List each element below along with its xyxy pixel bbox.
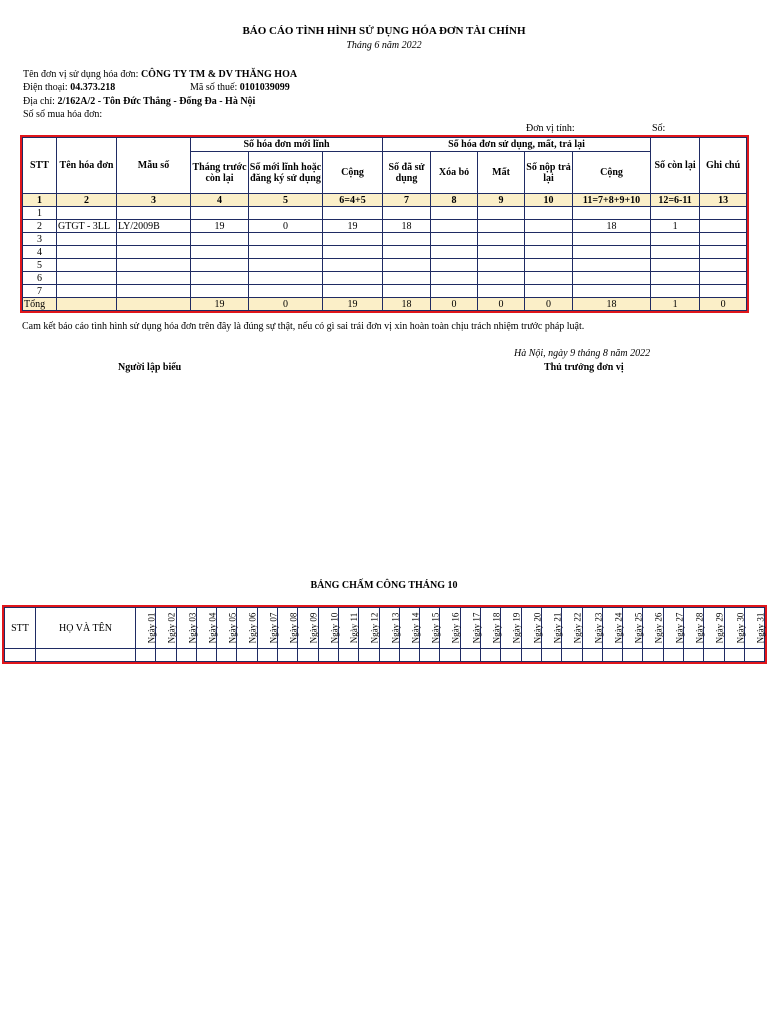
header-invoice-name: Tên hóa đơn	[57, 138, 117, 194]
total-cell: 0	[478, 298, 525, 311]
table-cell	[249, 259, 323, 272]
table-cell	[57, 246, 117, 259]
header-stt: STT	[23, 138, 57, 194]
table-cell	[478, 285, 525, 298]
timesheet-header-day	[602, 608, 622, 649]
company-label: Tên đơn vị sử dụng hóa đơn:	[23, 69, 139, 80]
company-line	[23, 68, 297, 81]
table-cell: 3	[23, 233, 57, 246]
table-cell: 7	[23, 285, 57, 298]
timesheet-header-day	[541, 608, 561, 649]
timesheet-header-day	[156, 608, 176, 649]
timesheet-header-day	[704, 608, 724, 649]
day-label: Ngày 18	[491, 612, 502, 643]
table-cell: 5	[23, 259, 57, 272]
day-label: Ngày 27	[674, 612, 685, 643]
report-subtitle: Tháng 6 năm 2022	[346, 40, 422, 51]
timesheet-header-day	[724, 608, 744, 649]
col-number: 2	[57, 194, 117, 207]
day-label: Ngày 14	[410, 612, 421, 643]
table-cell	[117, 233, 191, 246]
table-cell	[249, 246, 323, 259]
table-row	[23, 246, 747, 259]
col-number: 1	[23, 194, 57, 207]
table-cell	[700, 272, 747, 285]
table-cell	[117, 246, 191, 259]
table-cell	[431, 207, 478, 220]
table-cell	[525, 207, 573, 220]
total-cell: 1	[651, 298, 700, 311]
table-cell	[323, 272, 383, 285]
timesheet-cell[interactable]	[704, 649, 724, 662]
day-label: Ngày 01	[146, 612, 157, 643]
table-cell: 6	[23, 272, 57, 285]
timesheet-header-day	[684, 608, 704, 649]
table-cell	[573, 233, 651, 246]
table-cell	[573, 207, 651, 220]
header-new-issued: Số mới lĩnh hoặc đăng ký sử dụng	[249, 152, 323, 194]
table-cell	[700, 220, 747, 233]
table-cell	[700, 207, 747, 220]
header-sum-1: Cộng	[323, 152, 383, 194]
table-row	[23, 233, 747, 246]
timesheet-header-day	[399, 608, 419, 649]
tax-label: Mã số thuế:	[190, 82, 238, 93]
timesheet-cell[interactable]	[643, 649, 663, 662]
timesheet-header-day	[521, 608, 541, 649]
table-cell	[117, 259, 191, 272]
col-number: 9	[478, 194, 525, 207]
table-cell: 2	[23, 220, 57, 233]
total-cell: 0	[525, 298, 573, 311]
header-lost: Mất	[478, 152, 525, 194]
total-cell	[117, 298, 191, 311]
table-row	[23, 259, 747, 272]
table-cell	[651, 207, 700, 220]
table-cell	[57, 233, 117, 246]
signature-date: Hà Nội, ngày 9 tháng 8 năm 2022	[514, 348, 651, 359]
tax-value: 0101039099	[239, 82, 290, 93]
header-sum-2: Cộng	[573, 152, 651, 194]
table-cell	[525, 246, 573, 259]
total-cell: 0	[431, 298, 478, 311]
table-cell	[323, 246, 383, 259]
number-label: Số:	[652, 123, 666, 134]
col-number: 10	[525, 194, 573, 207]
table-cell	[191, 285, 249, 298]
day-label: Ngày 15	[430, 612, 441, 643]
table-cell: 0	[249, 220, 323, 233]
timesheet-cell[interactable]	[176, 649, 196, 662]
col-number: 8	[431, 194, 478, 207]
timesheet-header-stt: STT	[5, 608, 36, 649]
day-label: Ngày 25	[633, 612, 644, 643]
table-cell	[249, 272, 323, 285]
timesheet-cell[interactable]	[196, 649, 216, 662]
table-cell	[323, 285, 383, 298]
timesheet-header-day	[643, 608, 663, 649]
table-cell	[525, 220, 573, 233]
total-cell: 19	[191, 298, 249, 311]
col-number: 5	[249, 194, 323, 207]
timesheet-header-name: HỌ VÀ TÊN	[36, 608, 136, 649]
day-label: Ngày 10	[329, 612, 340, 643]
timesheet-cell[interactable]	[278, 649, 298, 662]
timesheet-title: BẢNG CHẤM CÔNG THÁNG 10	[310, 580, 458, 591]
day-label: Ngày 04	[207, 612, 218, 643]
table-cell: 1	[651, 220, 700, 233]
timesheet-cell[interactable]	[420, 649, 440, 662]
header-used: Số đã sử dụng	[383, 152, 431, 194]
day-label: Ngày 23	[592, 612, 603, 643]
table-row	[23, 272, 747, 285]
timesheet-header-day	[501, 608, 521, 649]
timesheet-cell[interactable]	[663, 649, 683, 662]
timesheet-header-day	[663, 608, 683, 649]
table-cell	[478, 220, 525, 233]
day-label: Ngày 21	[552, 612, 563, 643]
total-cell: 18	[383, 298, 431, 311]
unit-label: Đơn vị tính:	[526, 123, 575, 134]
timesheet-cell[interactable]	[623, 649, 643, 662]
timesheet-header-day	[217, 608, 237, 649]
table-cell	[431, 259, 478, 272]
day-label: Ngày 31	[755, 612, 766, 643]
timesheet-cell[interactable]	[217, 649, 237, 662]
day-label: Ngày 12	[369, 612, 380, 643]
timesheet-cell[interactable]	[298, 649, 318, 662]
table-cell	[478, 233, 525, 246]
tax-line	[190, 81, 290, 94]
timesheet-header-day	[481, 608, 501, 649]
header-note: Ghi chú	[700, 138, 747, 194]
header-returned: Số nộp trả lại	[525, 152, 573, 194]
total-label: Tổng	[23, 298, 57, 311]
table-cell	[57, 207, 117, 220]
timesheet-header-day	[298, 608, 318, 649]
timesheet-header-day	[176, 608, 196, 649]
table-cell	[431, 285, 478, 298]
col-number: 13	[700, 194, 747, 207]
table-cell	[478, 246, 525, 259]
table-row	[23, 285, 747, 298]
timesheet-cell[interactable]	[359, 649, 379, 662]
table-row	[23, 207, 747, 220]
day-label: Ngày 05	[227, 612, 238, 643]
table-cell	[651, 233, 700, 246]
total-cell: 19	[323, 298, 383, 311]
day-label: Ngày 13	[389, 612, 400, 643]
table-cell	[525, 233, 573, 246]
table-cell	[478, 259, 525, 272]
timesheet-table	[4, 607, 765, 662]
header-form: Mẫu số	[117, 138, 191, 194]
table-cell	[383, 233, 431, 246]
table-cell	[573, 272, 651, 285]
header-cancelled: Xóa bỏ	[431, 152, 478, 194]
table-cell	[573, 285, 651, 298]
col-number: 12=6-11	[651, 194, 700, 207]
day-label: Ngày 20	[532, 612, 543, 643]
purchase-book-label: Số sổ mua hóa đơn:	[23, 109, 103, 120]
preparer-label: Người lập biểu	[118, 362, 182, 373]
table-cell	[117, 272, 191, 285]
table-cell	[249, 233, 323, 246]
table-cell	[573, 259, 651, 272]
day-label: Ngày 09	[308, 612, 319, 643]
timesheet-header-day	[379, 608, 399, 649]
timesheet-header-day	[136, 608, 156, 649]
table-cell	[651, 246, 700, 259]
col-number: 6=4+5	[323, 194, 383, 207]
timesheet-header-day	[582, 608, 602, 649]
header-prev-month: Tháng trước còn lại	[191, 152, 249, 194]
table-cell	[431, 246, 478, 259]
day-label: Ngày 17	[471, 612, 482, 643]
timesheet-row	[5, 649, 765, 662]
timesheet-cell[interactable]	[684, 649, 704, 662]
timesheet-cell[interactable]	[602, 649, 622, 662]
column-number-row	[23, 194, 747, 207]
day-label: Ngày 24	[613, 612, 624, 643]
table-cell	[249, 285, 323, 298]
table-cell	[117, 285, 191, 298]
header-group-new: Số hóa đơn mới lĩnh	[191, 138, 383, 152]
table-cell	[323, 207, 383, 220]
table-cell: 19	[191, 220, 249, 233]
address-value: 2/162A/2 - Tôn Đức Thắng - Đống Đa - Hà Nội	[57, 96, 256, 107]
col-number: 11=7+8+9+10	[573, 194, 651, 207]
table-cell: 19	[323, 220, 383, 233]
total-row	[23, 298, 747, 311]
report-title: BÁO CÁO TÌNH HÌNH SỬ DỤNG HÓA ĐƠN TÀI CHÍNH	[242, 25, 526, 37]
table-cell	[651, 272, 700, 285]
timesheet-cell[interactable]	[5, 649, 36, 662]
address-line	[23, 95, 255, 108]
head-of-unit-label: Thủ trưởng đơn vị	[544, 362, 624, 373]
timesheet-header-day	[278, 608, 298, 649]
commitment-text: Cam kết báo cáo tình hình sử dụng hóa đơn trên đây là đúng sự thật, nếu có gì sai trái đơn vị xin hoàn toàn chịu trách nhiệm trước pháp luật.	[22, 321, 585, 332]
day-label: Ngày 19	[511, 612, 522, 643]
table-cell	[431, 272, 478, 285]
table-cell	[191, 233, 249, 246]
table-cell	[431, 220, 478, 233]
table-cell	[525, 259, 573, 272]
timesheet-cell[interactable]	[257, 649, 277, 662]
timesheet-cell[interactable]	[724, 649, 744, 662]
table-cell	[383, 272, 431, 285]
day-label: Ngày 16	[450, 612, 461, 643]
table-cell	[651, 285, 700, 298]
table-cell: 18	[383, 220, 431, 233]
address-label: Địa chỉ:	[23, 96, 55, 107]
timesheet-header-day	[237, 608, 257, 649]
timesheet-cell[interactable]	[501, 649, 521, 662]
table-cell	[191, 246, 249, 259]
table-cell	[191, 207, 249, 220]
day-label: Ngày 08	[288, 612, 299, 643]
header-group-used: Số hóa đơn sử dụng, mất, trả lại	[383, 138, 651, 152]
day-label: Ngày 30	[734, 612, 745, 643]
table-cell	[383, 207, 431, 220]
timesheet-cell[interactable]	[36, 649, 136, 662]
table-cell	[57, 285, 117, 298]
timesheet-header-day	[440, 608, 460, 649]
day-label: Ngày 11	[349, 612, 360, 643]
timesheet-header-day	[460, 608, 480, 649]
timesheet-cell[interactable]	[318, 649, 338, 662]
phone-line	[23, 81, 115, 94]
table-cell	[478, 272, 525, 285]
timesheet-cell[interactable]	[399, 649, 419, 662]
timesheet-cell[interactable]	[562, 649, 582, 662]
table-cell: GTGT - 3LL	[57, 220, 117, 233]
timesheet-header-day	[196, 608, 216, 649]
timesheet-header-day	[562, 608, 582, 649]
table-cell	[700, 285, 747, 298]
total-cell: 0	[700, 298, 747, 311]
table-cell	[191, 272, 249, 285]
timesheet-cell[interactable]	[521, 649, 541, 662]
timesheet-header-day	[338, 608, 358, 649]
table-cell	[478, 207, 525, 220]
day-label: Ngày 26	[653, 612, 664, 643]
timesheet-cell[interactable]	[338, 649, 358, 662]
timesheet-cell[interactable]	[136, 649, 156, 662]
timesheet-cell[interactable]	[582, 649, 602, 662]
phone-value: 04.373.218	[70, 82, 116, 93]
col-number: 4	[191, 194, 249, 207]
day-label: Ngày 07	[268, 612, 279, 643]
timesheet-header-day	[359, 608, 379, 649]
timesheet-cell[interactable]	[156, 649, 176, 662]
table-cell: LY/2009B	[117, 220, 191, 233]
table-cell	[700, 233, 747, 246]
table-cell	[525, 285, 573, 298]
table-cell	[249, 207, 323, 220]
timesheet-cell[interactable]	[744, 649, 764, 662]
table-cell	[383, 285, 431, 298]
timesheet-header-day	[257, 608, 277, 649]
timesheet-header-day	[420, 608, 440, 649]
table-cell	[191, 259, 249, 272]
table-row	[23, 220, 747, 233]
timesheet-cell[interactable]	[481, 649, 501, 662]
table-cell	[383, 259, 431, 272]
col-number: 7	[383, 194, 431, 207]
timesheet-cell[interactable]	[541, 649, 561, 662]
table-cell	[323, 259, 383, 272]
table-cell	[431, 233, 478, 246]
timesheet-cell[interactable]	[379, 649, 399, 662]
table-cell	[525, 272, 573, 285]
total-cell	[57, 298, 117, 311]
header-remaining: Số còn lại	[651, 138, 700, 194]
col-number: 3	[117, 194, 191, 207]
table-cell	[700, 259, 747, 272]
company-value: CÔNG TY TM & DV THĂNG HOA	[140, 69, 298, 80]
table-cell: 4	[23, 246, 57, 259]
timesheet-header-day	[744, 608, 764, 649]
day-label: Ngày 03	[186, 612, 197, 643]
day-label: Ngày 02	[166, 612, 177, 643]
timesheet-cell[interactable]	[440, 649, 460, 662]
table-cell	[323, 233, 383, 246]
table-cell	[651, 259, 700, 272]
table-cell	[117, 207, 191, 220]
total-cell: 0	[249, 298, 323, 311]
table-cell	[573, 246, 651, 259]
table-cell: 1	[23, 207, 57, 220]
timesheet-header-day	[318, 608, 338, 649]
phone-label: Điện thoại:	[23, 82, 68, 93]
day-label: Ngày 22	[572, 612, 583, 643]
table-cell	[57, 272, 117, 285]
day-label: Ngày 29	[714, 612, 725, 643]
table-cell	[57, 259, 117, 272]
table-cell	[700, 246, 747, 259]
invoice-usage-table	[22, 137, 747, 311]
day-label: Ngày 28	[694, 612, 705, 643]
table-cell	[383, 246, 431, 259]
table-cell: 18	[573, 220, 651, 233]
day-label: Ngày 06	[247, 612, 258, 643]
timesheet-cell[interactable]	[237, 649, 257, 662]
total-cell: 18	[573, 298, 651, 311]
timesheet-cell[interactable]	[460, 649, 480, 662]
timesheet-header-day	[623, 608, 643, 649]
